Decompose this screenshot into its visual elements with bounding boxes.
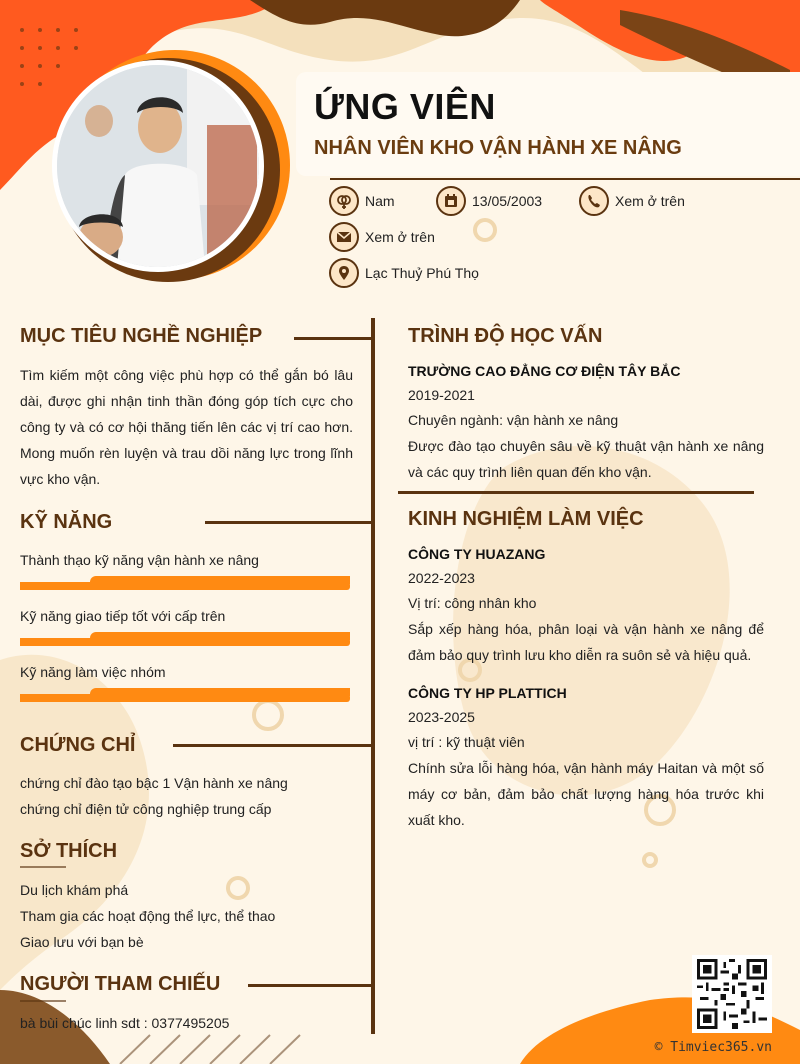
- mail-icon: [329, 222, 359, 252]
- job-period: 2022-2023: [408, 570, 475, 586]
- header-divider: [330, 178, 800, 180]
- copyright-footer: © Timviec365.vn: [654, 1040, 772, 1055]
- phone-icon: [579, 186, 609, 216]
- references-text: bà bùi chúc linh sdt : 0377495205: [20, 1015, 230, 1031]
- skill-label: Kỹ năng làm việc nhóm: [20, 664, 166, 680]
- job-position: NHÂN VIÊN KHO VẬN HÀNH XE NÂNG: [314, 137, 682, 159]
- job-company: CÔNG TY HUAZANG: [408, 546, 546, 562]
- objective-title-line: [294, 337, 372, 340]
- contact-birthday: [436, 186, 542, 216]
- objective-text: Tìm kiếm một công việc phù hợp có thể gắn bó lâu dài, được ghi nhận tinh thần đóng góp tích cực cho công ty và có cơ hội thăng tiến lên các vị trí cao hơn. Mong muốn rèn luyện và trau dồi năng lực trong lĩnh vực kho vận.: [20, 367, 353, 487]
- certificate-item: chứng chỉ điện tử công nghiệp trung cấp: [20, 801, 272, 817]
- certificate-item: chứng chỉ đào tạo bậc 1 Vận hành xe nâng: [20, 775, 288, 791]
- hobbies-title-underline: [20, 866, 66, 868]
- job-role: vị trí : kỹ thuật viên: [408, 734, 525, 750]
- references-title: NGƯỜI THAM CHIẾU: [20, 973, 221, 995]
- job-role: Vị trí: công nhân kho: [408, 595, 537, 611]
- job-description: Chính sửa lỗi hàng hóa, vận hành máy Haitan và một số máy cơ bản, đảm bảo chất lượng hàng hóa trước khi xuất kho.: [408, 760, 764, 828]
- objective-title: MỤC TIÊU NGHỀ NGHIỆP: [20, 325, 263, 347]
- education-school: TRƯỜNG CAO ĐẲNG CƠ ĐIỆN TÂY BẮC: [408, 363, 681, 379]
- avatar: [52, 60, 264, 272]
- education-title: TRÌNH ĐỘ HỌC VẤN: [408, 325, 603, 347]
- job-company: CÔNG TY HP PLATTICH: [408, 685, 567, 701]
- education-description: Được đào tạo chuyên sâu về kỹ thuật vận hành xe nâng và các quy trình liên quan đến kho vận.: [408, 438, 764, 480]
- email-value: Xem ở trên: [365, 229, 435, 245]
- contact-gender: [329, 186, 395, 216]
- contact-address: [329, 258, 479, 288]
- hobbies-title: SỞ THÍCH: [20, 840, 118, 862]
- birthday-value: 13/05/2003: [472, 193, 543, 209]
- skill-label: Kỹ năng giao tiếp tốt với cấp trên: [20, 608, 226, 624]
- certificates-title: CHỨNG CHỈ: [20, 734, 136, 756]
- skill-bar-fill: [20, 694, 350, 702]
- education-major: Chuyên ngành: vận hành xe nâng: [408, 412, 619, 428]
- candidate-name: ỨNG VIÊN: [314, 86, 496, 127]
- experience-title: KINH NGHIỆM LÀM VIỆC: [408, 508, 644, 530]
- skill-bar: [20, 632, 350, 646]
- skill-bar: [20, 688, 350, 702]
- skill-bar-fill: [20, 582, 350, 590]
- hobby-item: Giao lưu với bạn bè: [20, 934, 144, 950]
- skill-label: Thành thạo kỹ năng vận hành xe nâng: [20, 552, 259, 568]
- certificates-title-line: [173, 744, 372, 747]
- job-period: 2023-2025: [408, 709, 475, 725]
- address-value: Lạc Thuỷ Phú Thọ: [365, 265, 479, 281]
- references-title-underline: [20, 1000, 66, 1002]
- skills-title-line: [205, 521, 372, 524]
- hobby-item: Tham gia các hoạt động thể lực, thể thao: [20, 908, 276, 924]
- hobby-item: Du lịch khám phá: [20, 882, 129, 898]
- references-title-line: [248, 984, 372, 987]
- contact-email: [329, 222, 435, 252]
- location-icon: [329, 258, 359, 288]
- phone-value: Xem ở trên: [615, 193, 685, 209]
- qr-code: [692, 955, 772, 1033]
- contact-phone: [579, 186, 685, 216]
- calendar-icon: [436, 186, 466, 216]
- skills-title: KỸ NĂNG: [20, 511, 113, 533]
- education-divider: [398, 491, 754, 494]
- gender-icon: [329, 186, 359, 216]
- skill-bar-fill: [20, 638, 350, 646]
- skill-bar: [20, 576, 350, 590]
- education-period: 2019-2021: [408, 387, 475, 403]
- job-description: Sắp xếp hàng hóa, phân loại và vận hành xe nâng để đảm bảo quy trình lưu kho diễn ra suôn sẻ và hiệu quả.: [408, 621, 764, 663]
- gender-value: Nam: [365, 193, 395, 209]
